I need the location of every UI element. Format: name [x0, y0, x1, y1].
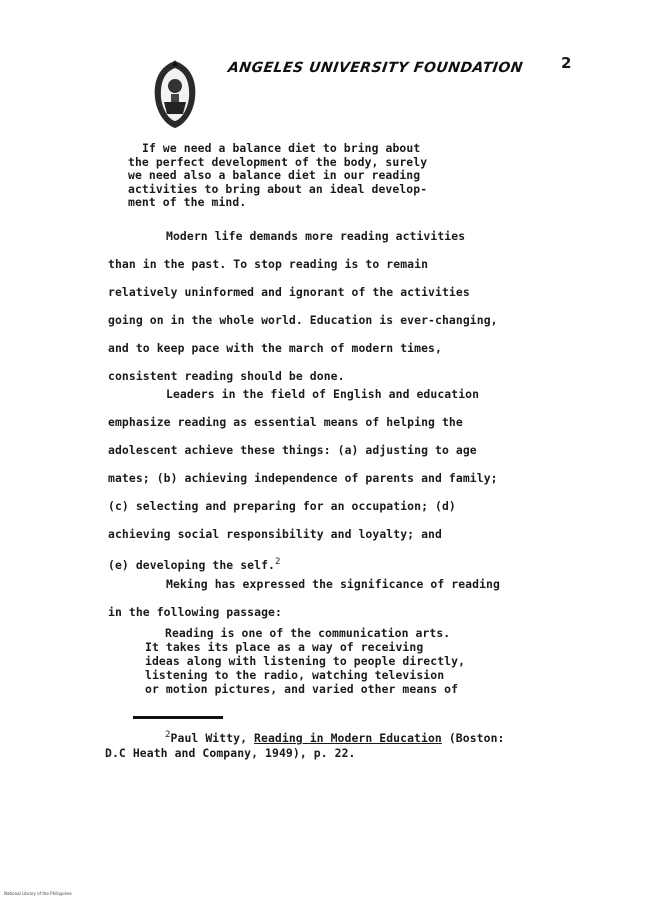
footnote-author: Paul Witty, [170, 730, 255, 745]
text-line: (c) selecting and preparing for an occupation; (d) [108, 499, 456, 513]
text-line: Modern life demands more reading activities [166, 229, 466, 243]
paragraph-1 [128, 141, 428, 210]
text-line: It takes its place as a way of receiving [145, 640, 424, 654]
text-line: than in the past. To stop reading is to remain [108, 257, 429, 271]
block-quote [145, 626, 465, 696]
library-credit: National Library of the Philippines [4, 891, 72, 896]
text-line: mates; (b) achieving independence of parents and family; [108, 471, 498, 485]
text-line: Reading is one of the communication arts. [165, 626, 451, 640]
university-seal-icon [150, 58, 200, 130]
paragraph-4 [108, 570, 500, 626]
footnote-marker: 2 [165, 730, 171, 740]
footnote-publisher-start: (Boston: [441, 730, 505, 745]
institution-title: ANGELES UNIVERSITY FOUNDATION [226, 60, 525, 76]
text-line: in the following passage: [108, 605, 282, 619]
footnote-line: D.C Heath and Company, 1949), p. 22. [105, 745, 356, 760]
footnote-reference: 2 [275, 557, 281, 567]
footnote [105, 728, 505, 761]
footnote-divider [133, 716, 223, 719]
text-line: the perfect development of the body, surely [128, 154, 428, 169]
text-line: listening to the radio, watching television [145, 668, 445, 682]
text-line: Leaders in the field of English and education [166, 387, 480, 401]
text-line: relatively uninformed and ignorant of the activities [108, 285, 470, 299]
text-line: (e) developing the self. [108, 557, 275, 572]
page-number: 2 [561, 54, 572, 72]
text-line: going on in the whole world. Education is ever-changing, [108, 313, 498, 327]
text-line: activities to bring about an ideal develop- [128, 181, 428, 196]
text-line: and to keep pace with the march of modern times, [108, 341, 442, 355]
text-line: Meking has expressed the significance of reading [166, 577, 500, 591]
footnote-book-title: Reading in Modern Education [254, 730, 442, 745]
text-line: ment of the mind. [128, 195, 247, 209]
text-line: emphasize reading as essential means of helping the [108, 415, 463, 429]
paragraph-3 [108, 380, 498, 579]
text-line: adolescent achieve these things: (a) adjusting to age [108, 443, 477, 457]
text-line: If we need a balance diet to bring about [142, 141, 421, 155]
paragraph-2 [108, 222, 498, 390]
text-line: consistent reading should be done. [108, 369, 345, 383]
text-line: we need also a balance diet in our reading [128, 168, 421, 182]
text-line: ideas along with listening to people directly, [145, 654, 466, 668]
text-line: achieving social responsibility and loyalty; and [108, 527, 442, 541]
text-line: or motion pictures, and varied other means of [145, 682, 459, 696]
